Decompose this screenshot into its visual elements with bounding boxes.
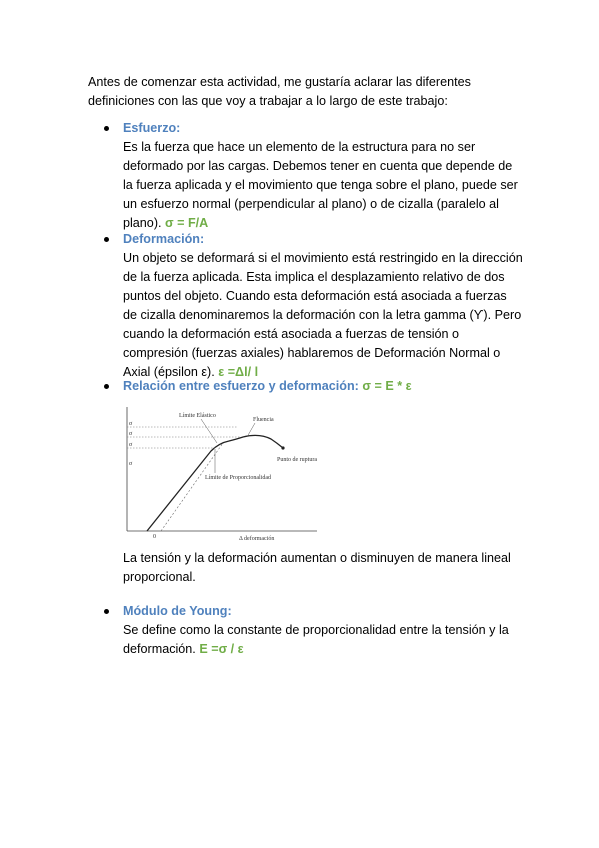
- item-body: [123, 249, 523, 382]
- label-sigma: σ: [129, 442, 133, 448]
- label-sigma: σ: [129, 421, 133, 427]
- item-title: [123, 377, 524, 396]
- unload-line: [161, 443, 223, 531]
- leader-line: [201, 419, 217, 443]
- item-body: [123, 621, 523, 659]
- label-deformacion-axis: Δ deformación: [239, 536, 275, 541]
- label-fluencia: Fluencia: [253, 417, 274, 423]
- label-limite-proporcionalidad: Límite de Proporcionalidad: [205, 475, 271, 481]
- list-item-deformacion: [104, 230, 524, 382]
- label-sigma: σ: [129, 431, 133, 437]
- label-sigma: σ: [129, 461, 133, 467]
- item-title: Deformación:: [123, 232, 205, 246]
- bullet-icon: [104, 609, 109, 614]
- item-text: Se define como la constante de proporcionalidad entre la tensión y la deformación.: [123, 623, 509, 656]
- label-punto-ruptura-text: Punto de ruptura: [277, 457, 317, 463]
- bullet-icon: [104, 126, 109, 131]
- item-title: Módulo de Young:: [123, 604, 232, 618]
- item-text: Un objeto se deformará si el movimiento está restringido en la dirección de la fuerza aplicada. Esta implica el desplazamiento relativo de dos puntos del objeto. Cuando esta deformación está asociada a fuerzas de cizalla denominaremos la deformación con la letra gamma (Ƴ). Pero cuando la deformación está asociada a fuerzas de tensión o compresión (fuerzas axiales) hablaremos de Deformación Normal o Axial (épsilon ε).: [123, 251, 523, 379]
- bullet-icon: [104, 237, 109, 242]
- item-text: Es la fuerza que hace un elemento de la estructura para no ser deformado por las cargas. Debemos tener en cuenta que depende de la fuerza aplicada y el movimiento que tenga sobre el plano, puede ser un esfuerzo normal (perpendicular al plano) o de cizalla (paralelo al plano).: [123, 140, 518, 230]
- item-body: [123, 138, 523, 233]
- formula: E =σ / ε: [199, 642, 244, 656]
- formula: ε =Δl/ l: [218, 365, 259, 379]
- stress-strain-diagram: [119, 403, 321, 541]
- item-title-text: Relación entre esfuerzo y deformación:: [123, 379, 359, 393]
- list-item-modulo-young: [104, 602, 524, 659]
- rupture-point-marker: [281, 446, 284, 449]
- item-title: Esfuerzo:: [123, 121, 181, 135]
- formula: σ = F/A: [165, 216, 209, 230]
- diagram-svg: [119, 403, 321, 541]
- label-origin: 0: [153, 534, 156, 540]
- label-limite-elastico: Límite Elástico: [179, 413, 216, 419]
- label-punto-ruptura: [277, 457, 317, 463]
- list-item-esfuerzo: [104, 119, 524, 233]
- bullet-icon: [104, 384, 109, 389]
- intro-paragraph: Antes de comenzar esta actividad, me gustaría aclarar las diferentes definiciones con las que voy a trabajar a lo largo de este trabajo:: [88, 75, 471, 108]
- list-item-relacion: [104, 377, 524, 396]
- formula: σ = E * ε: [362, 379, 412, 393]
- figure-caption: La tensión y la deformación aumentan o disminuyen de manera lineal proporcional.: [123, 551, 511, 584]
